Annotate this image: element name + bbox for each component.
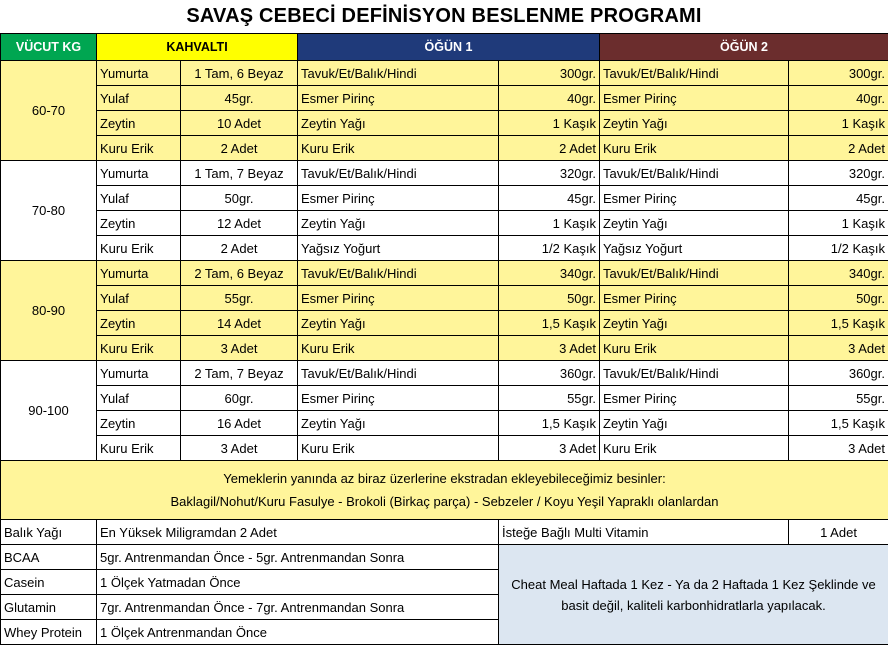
breakfast-food-cell: Yulaf [97, 386, 181, 411]
table-row [1, 311, 888, 336]
meal2-food-cell: Tavuk/Et/Balık/Hindi [600, 261, 789, 286]
extras-note-line-1: Yemeklerin yanında az biraz üzerlerine ekstradan ekleyebileceğimiz besinler: [223, 471, 666, 486]
meal1-food-cell: Esmer Pirinç [298, 286, 499, 311]
weight-range: 70-80 [1, 161, 97, 261]
page-title: SAVAŞ CEBECİ DEFİNİSYON BESLENME PROGRAMI [186, 5, 702, 27]
table-row [1, 86, 888, 111]
meal1-food-cell: Kuru Erik [298, 336, 499, 361]
meal2-amount-cell: 2 Adet [789, 136, 888, 161]
table-row [1, 236, 888, 261]
table-row [1, 136, 888, 161]
meal1-food-cell: Tavuk/Et/Balık/Hindi [298, 161, 499, 186]
meal1-food-cell: Zeytin Yağı [298, 311, 499, 336]
meal2-food-cell: Kuru Erik [600, 136, 789, 161]
meal1-amount-cell: 1,5 Kaşık [499, 411, 600, 436]
breakfast-food-cell: Kuru Erik [97, 136, 181, 161]
meal2-amount-cell: 45gr. [789, 186, 888, 211]
breakfast-amount-cell: 1 Tam, 6 Beyaz [181, 61, 298, 86]
breakfast-food-cell: Yulaf [97, 186, 181, 211]
meal1-food-cell: Zeytin Yağı [298, 111, 499, 136]
breakfast-amount-cell: 1 Tam, 7 Beyaz [181, 161, 298, 186]
meal1-food-cell: Yağsız Yoğurt [298, 236, 499, 261]
meal1-amount-cell: 55gr. [499, 386, 600, 411]
weight-range: 80-90 [1, 261, 97, 361]
table-row [1, 286, 888, 311]
meal1-amount-cell: 45gr. [499, 186, 600, 211]
breakfast-amount-cell: 2 Adet [181, 236, 298, 261]
breakfast-amount-cell: 2 Tam, 7 Beyaz [181, 361, 298, 386]
breakfast-amount-cell: 16 Adet [181, 411, 298, 436]
meal1-amount-cell: 3 Adet [499, 336, 600, 361]
supplement-row [1, 545, 888, 570]
table-row [1, 436, 888, 461]
extras-note-line-2: Baklagil/Nohut/Kuru Fasulye - Brokoli (Birkaç parça) - Sebzeler / Koyu Yeşil Yapraklı olanlardan [170, 494, 719, 509]
breakfast-food-cell: Kuru Erik [97, 236, 181, 261]
meal2-food-cell: Tavuk/Et/Balık/Hindi [600, 161, 789, 186]
meal2-food-cell: Zeytin Yağı [600, 111, 789, 136]
breakfast-amount-cell: 3 Adet [181, 436, 298, 461]
meal2-food-cell: Kuru Erik [600, 336, 789, 361]
meal1-amount-cell: 1/2 Kaşık [499, 236, 600, 261]
table-row [1, 361, 888, 386]
breakfast-amount-cell: 60gr. [181, 386, 298, 411]
breakfast-food-cell: Zeytin [97, 411, 181, 436]
meal1-food-cell: Esmer Pirinç [298, 386, 499, 411]
meal2-amount-cell: 340gr. [789, 261, 888, 286]
meal2-amount-cell: 300gr. [789, 61, 888, 86]
meal2-food-cell: Tavuk/Et/Balık/Hindi [600, 61, 789, 86]
meal2-amount-cell: 1 Kaşık [789, 211, 888, 236]
meal2-food-cell: Tavuk/Et/Balık/Hindi [600, 361, 789, 386]
meal1-food-cell: Tavuk/Et/Balık/Hindi [298, 361, 499, 386]
breakfast-amount-cell: 3 Adet [181, 336, 298, 361]
breakfast-food-cell: Kuru Erik [97, 436, 181, 461]
table-row [1, 386, 888, 411]
supplement-dose: 1 Ölçek Yatmadan Önce [97, 570, 499, 595]
weight-range: 60-70 [1, 61, 97, 161]
meal2-amount-cell: 1/2 Kaşık [789, 236, 888, 261]
cheat-meal-note: Cheat Meal Haftada 1 Kez - Ya da 2 Haftada 1 Kez Şeklinde ve basit değil, kaliteli karbonhidratlarla yapılacak. [499, 545, 888, 645]
breakfast-amount-cell: 45gr. [181, 86, 298, 111]
meal2-amount-cell: 50gr. [789, 286, 888, 311]
header-meal-2: ÖĞÜN 2 [600, 34, 888, 61]
table-row [1, 186, 888, 211]
meal1-amount-cell: 1 Kaşık [499, 211, 600, 236]
meal1-food-cell: Tavuk/Et/Balık/Hindi [298, 61, 499, 86]
meal1-amount-cell: 50gr. [499, 286, 600, 311]
supplement-name: Glutamin [1, 595, 97, 620]
meal1-amount-cell: 3 Adet [499, 436, 600, 461]
multivitamin-value: 1 Adet [789, 520, 888, 545]
meal2-food-cell: Esmer Pirinç [600, 386, 789, 411]
meal1-food-cell: Kuru Erik [298, 136, 499, 161]
header-kg: VÜCUT KG [1, 34, 97, 61]
meal1-food-cell: Zeytin Yağı [298, 411, 499, 436]
breakfast-amount-cell: 12 Adet [181, 211, 298, 236]
supplement-row [1, 520, 888, 545]
breakfast-amount-cell: 14 Adet [181, 311, 298, 336]
meal2-food-cell: Esmer Pirinç [600, 86, 789, 111]
breakfast-food-cell: Yumurta [97, 61, 181, 86]
meal2-amount-cell: 55gr. [789, 386, 888, 411]
breakfast-amount-cell: 55gr. [181, 286, 298, 311]
breakfast-food-cell: Yumurta [97, 261, 181, 286]
table-row [1, 261, 888, 286]
meal1-amount-cell: 1,5 Kaşık [499, 311, 600, 336]
supplement-dose: 1 Ölçek Antrenmandan Önce [97, 620, 499, 645]
meal1-food-cell: Tavuk/Et/Balık/Hindi [298, 261, 499, 286]
table-row [1, 61, 888, 86]
meal2-food-cell: Yağsız Yoğurt [600, 236, 789, 261]
meal2-amount-cell: 3 Adet [789, 336, 888, 361]
meal1-food-cell: Kuru Erik [298, 436, 499, 461]
header-row [1, 34, 888, 61]
breakfast-food-cell: Yulaf [97, 86, 181, 111]
meal1-amount-cell: 300gr. [499, 61, 600, 86]
meal2-food-cell: Zeytin Yağı [600, 211, 789, 236]
breakfast-food-cell: Yumurta [97, 361, 181, 386]
supplement-dose: 5gr. Antrenmandan Önce - 5gr. Antrenmandan Sonra [97, 545, 499, 570]
meal1-food-cell: Zeytin Yağı [298, 211, 499, 236]
meal1-food-cell: Esmer Pirinç [298, 186, 499, 211]
table-row [1, 411, 888, 436]
table-row [1, 111, 888, 136]
supplement-name: Whey Protein [1, 620, 97, 645]
supplement-name: BCAA [1, 545, 97, 570]
meal1-amount-cell: 2 Adet [499, 136, 600, 161]
nutrition-table [0, 33, 888, 645]
meal1-amount-cell: 1 Kaşık [499, 111, 600, 136]
meal2-amount-cell: 360gr. [789, 361, 888, 386]
breakfast-amount-cell: 2 Tam, 6 Beyaz [181, 261, 298, 286]
extras-note [1, 461, 888, 520]
meal1-amount-cell: 320gr. [499, 161, 600, 186]
breakfast-amount-cell: 50gr. [181, 186, 298, 211]
breakfast-food-cell: Kuru Erik [97, 336, 181, 361]
meal2-food-cell: Zeytin Yağı [600, 411, 789, 436]
meal2-amount-cell: 1,5 Kaşık [789, 411, 888, 436]
extras-note-row [1, 461, 888, 520]
meal1-amount-cell: 40gr. [499, 86, 600, 111]
weight-range: 90-100 [1, 361, 97, 461]
meal1-amount-cell: 340gr. [499, 261, 600, 286]
meal2-amount-cell: 1 Kaşık [789, 111, 888, 136]
supplement-dose: En Yüksek Miligramdan 2 Adet [97, 520, 499, 545]
meal2-amount-cell: 3 Adet [789, 436, 888, 461]
meal1-food-cell: Esmer Pirinç [298, 86, 499, 111]
supplement-name: Casein [1, 570, 97, 595]
table-row [1, 336, 888, 361]
breakfast-food-cell: Yulaf [97, 286, 181, 311]
breakfast-amount-cell: 10 Adet [181, 111, 298, 136]
meal1-amount-cell: 360gr. [499, 361, 600, 386]
breakfast-amount-cell: 2 Adet [181, 136, 298, 161]
breakfast-food-cell: Zeytin [97, 211, 181, 236]
table-row [1, 161, 888, 186]
meal2-amount-cell: 320gr. [789, 161, 888, 186]
breakfast-food-cell: Zeytin [97, 111, 181, 136]
header-breakfast: KAHVALTI [97, 34, 298, 61]
meal2-food-cell: Esmer Pirinç [600, 186, 789, 211]
meal2-amount-cell: 1,5 Kaşık [789, 311, 888, 336]
breakfast-food-cell: Yumurta [97, 161, 181, 186]
supplement-name: Balık Yağı [1, 520, 97, 545]
meal2-food-cell: Kuru Erik [600, 436, 789, 461]
meal2-food-cell: Esmer Pirinç [600, 286, 789, 311]
multivitamin-label: İsteğe Bağlı Multi Vitamin [499, 520, 789, 545]
meal2-amount-cell: 40gr. [789, 86, 888, 111]
table-row [1, 211, 888, 236]
supplement-dose: 7gr. Antrenmandan Önce - 7gr. Antrenmandan Sonra [97, 595, 499, 620]
breakfast-food-cell: Zeytin [97, 311, 181, 336]
meal2-food-cell: Zeytin Yağı [600, 311, 789, 336]
header-meal-1: ÖĞÜN 1 [298, 34, 600, 61]
